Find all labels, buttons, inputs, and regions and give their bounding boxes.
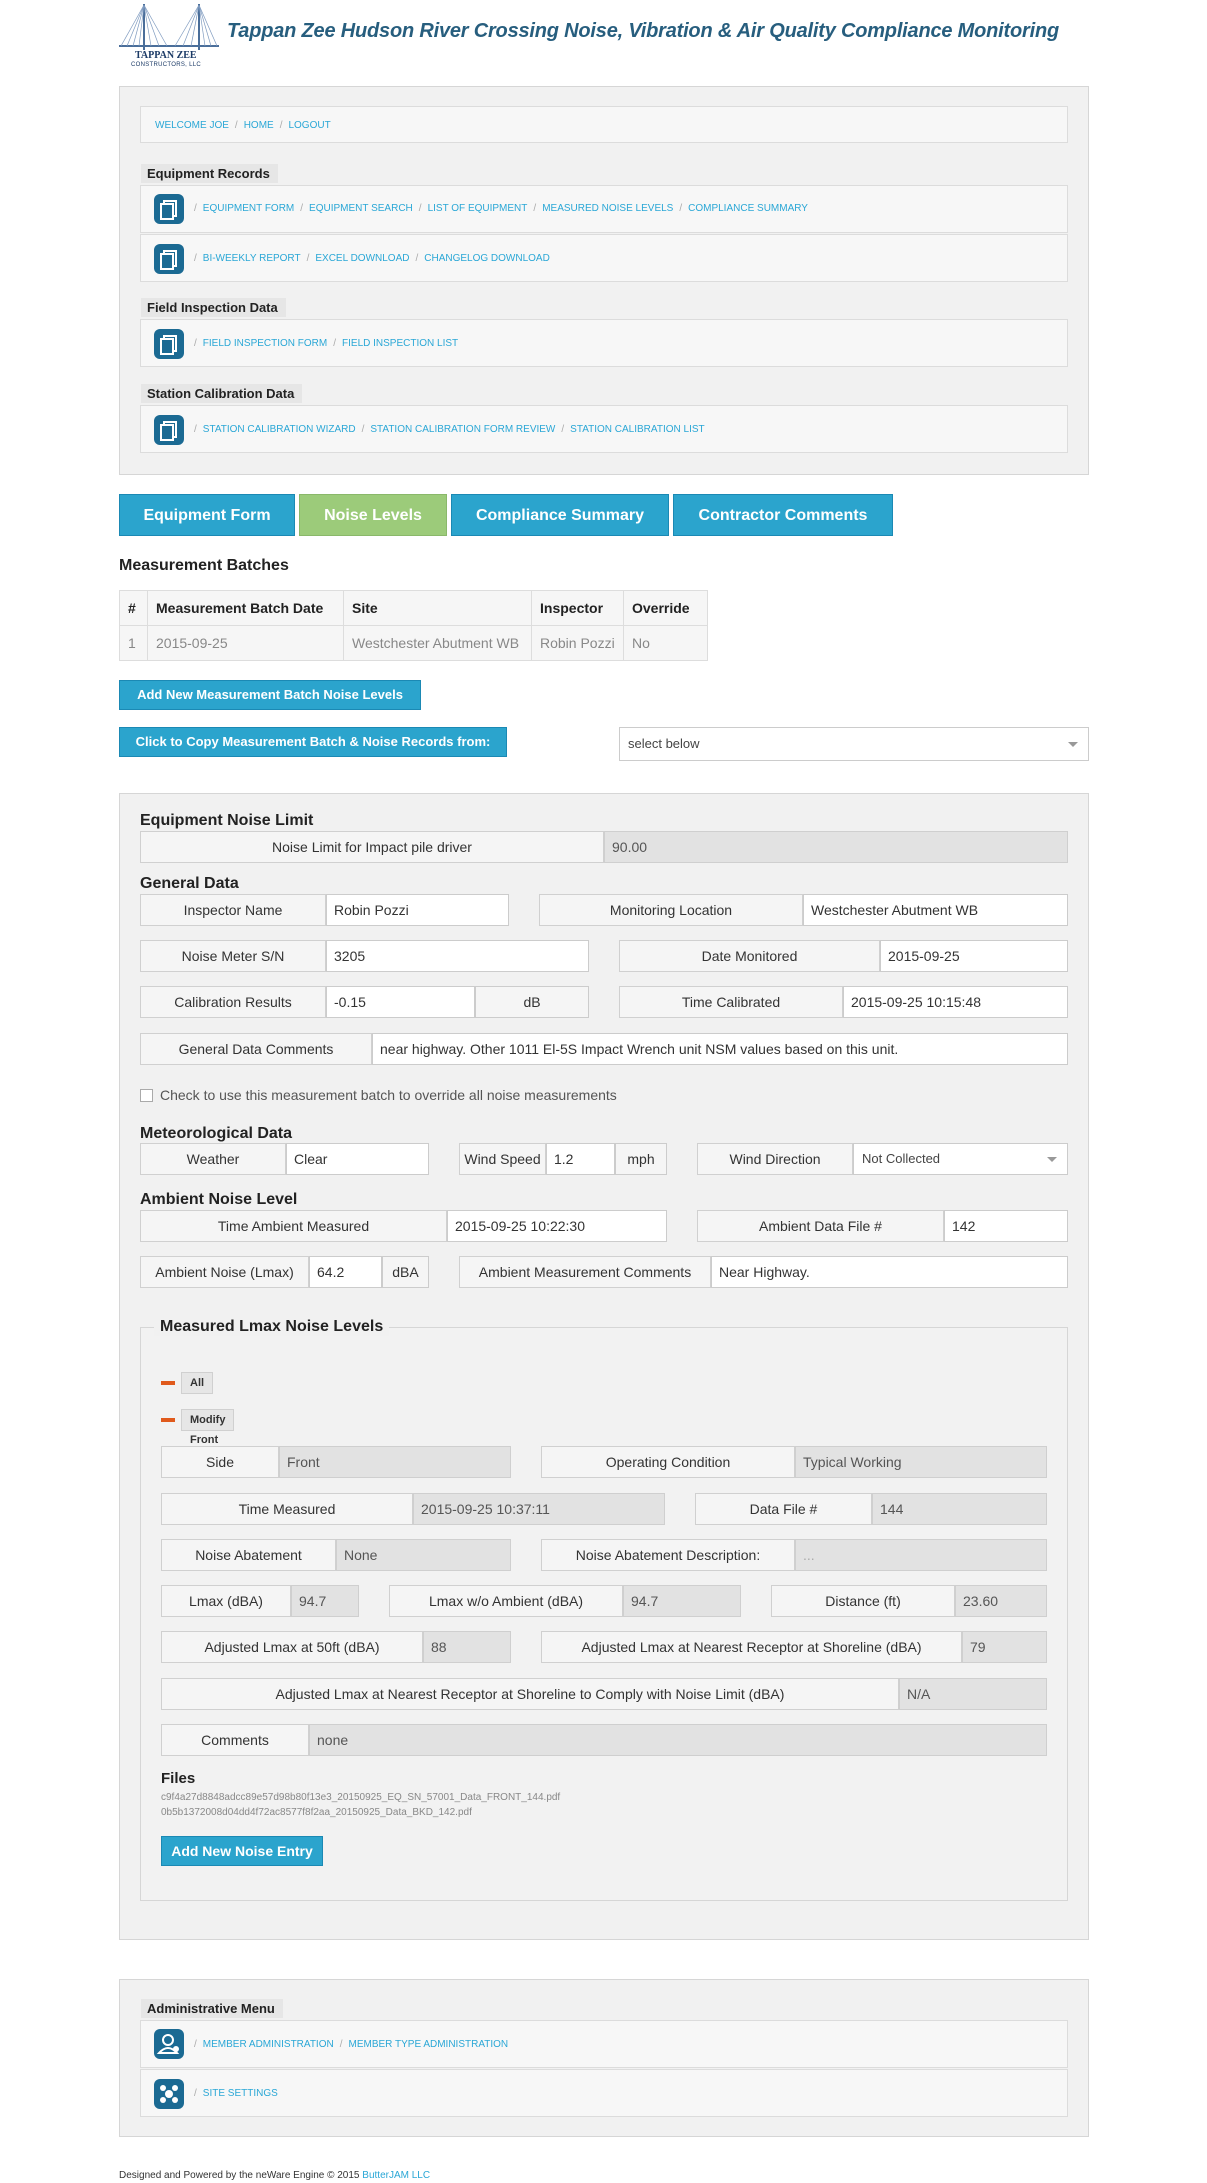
- time-measured-field[interactable]: 2015-09-25 10:37:11: [413, 1493, 665, 1525]
- member-icon: [154, 2029, 184, 2059]
- equipment-records-label: Equipment Records: [141, 164, 278, 183]
- station-calibration-list-link[interactable]: STATION CALIBRATION LIST: [570, 424, 705, 435]
- column-header: Override: [624, 591, 708, 626]
- calibration-results-label: Calibration Results: [140, 986, 326, 1018]
- time-calibrated-field[interactable]: 2015-09-25 10:15:48: [843, 986, 1068, 1018]
- monitoring-location-field[interactable]: Westchester Abutment WB: [803, 894, 1068, 926]
- copy-measurement-batch-button[interactable]: Click to Copy Measurement Batch & Noise Records from:: [119, 727, 507, 757]
- welcome-link[interactable]: WELCOME JOE: [155, 120, 229, 131]
- operating-condition-label: Operating Condition: [541, 1446, 795, 1478]
- distance-field[interactable]: 23.60: [955, 1585, 1047, 1617]
- inspector-name-label: Inspector Name: [140, 894, 326, 926]
- inspector-name-field[interactable]: Robin Pozzi: [326, 894, 509, 926]
- copy-source-select[interactable]: [619, 727, 1089, 761]
- documents-icon: [154, 329, 184, 359]
- adjusted-lmax-50ft-field[interactable]: 88: [423, 1631, 511, 1663]
- collapse-icon: [161, 1418, 175, 1422]
- ambient-data-file-field[interactable]: 142: [944, 1210, 1068, 1242]
- calibration-unit: dB: [475, 986, 589, 1018]
- date-monitored-label: Date Monitored: [619, 940, 880, 972]
- field-inspection-list-link[interactable]: FIELD INSPECTION LIST: [342, 338, 459, 349]
- chevron-down-icon: [1068, 742, 1078, 747]
- column-header: Measurement Batch Date: [148, 591, 344, 626]
- table-cell: Westchester Abutment WB: [344, 626, 532, 661]
- list-of-equipment-link[interactable]: LIST OF EQUIPMENT: [427, 203, 528, 214]
- measurement-batches-table: [119, 590, 708, 661]
- measured-noise-levels-link[interactable]: MEASURED NOISE LEVELS: [542, 203, 674, 214]
- admin-links-1: / MEMBER ADMINISTRATION / MEMBER TYPE ADMINISTRATION: [194, 2039, 509, 2050]
- modify-front-button[interactable]: Modify Front: [181, 1409, 234, 1431]
- operating-condition-field[interactable]: Typical Working: [795, 1446, 1047, 1478]
- wind-direction-value: Not Collected: [862, 1151, 941, 1166]
- override-checkbox[interactable]: [140, 1089, 153, 1102]
- footer: [119, 2170, 430, 2181]
- collapse-icon: [161, 1381, 175, 1385]
- side-label: Side: [161, 1446, 279, 1478]
- tab-equipment-form[interactable]: Equipment Form: [119, 494, 295, 536]
- tab-noise-levels[interactable]: Noise Levels: [299, 494, 447, 536]
- equipment-links-1: / EQUIPMENT FORM / EQUIPMENT SEARCH / LIST OF EQUIPMENT / MEASURED NOISE LEVELS / COMPLIANCE SUMMARY: [194, 203, 808, 214]
- tab-contractor-comments[interactable]: Contractor Comments: [673, 494, 893, 536]
- adjusted-lmax-receptor-label: Adjusted Lmax at Nearest Receptor at Shoreline (dBA): [541, 1631, 962, 1663]
- calibration-results-field[interactable]: -0.15: [326, 986, 475, 1018]
- station-calibration-links: / STATION CALIBRATION WIZARD / STATION CALIBRATION FORM REVIEW / STATION CALIBRATION LIST: [194, 424, 705, 435]
- lmax-without-ambient-field[interactable]: 94.7: [623, 1585, 741, 1617]
- compliance-summary-link[interactable]: COMPLIANCE SUMMARY: [688, 203, 808, 214]
- table-cell: Robin Pozzi: [532, 626, 624, 661]
- admin-links-2: / SITE SETTINGS: [194, 2088, 278, 2099]
- weather-label: Weather: [140, 1143, 286, 1175]
- noise-meter-label: Noise Meter S/N: [140, 940, 326, 972]
- chevron-down-icon: [1047, 1157, 1057, 1162]
- adjusted-lmax-receptor-field[interactable]: 79: [962, 1631, 1047, 1663]
- files-heading: Files: [161, 1770, 196, 1787]
- column-header: #: [120, 591, 148, 626]
- noise-limit-field[interactable]: 90.00: [604, 831, 1068, 863]
- ambient-comments-label: Ambient Measurement Comments: [459, 1256, 711, 1288]
- time-ambient-field[interactable]: 2015-09-25 10:22:30: [447, 1210, 667, 1242]
- administrative-menu-label: Administrative Menu: [141, 1999, 283, 2018]
- equipment-search-link[interactable]: EQUIPMENT SEARCH: [309, 203, 413, 214]
- noise-abatement-label: Noise Abatement: [161, 1539, 336, 1571]
- file-link[interactable]: 0b5b1372008d04dd4f72ac8577f8f2aa_20150925_Data_BKD_142.pdf: [161, 1807, 472, 1818]
- station-calibration-label: Station Calibration Data: [141, 384, 302, 403]
- documents-icon: [154, 194, 184, 224]
- field-inspection-label: Field Inspection Data: [141, 298, 286, 317]
- copy-source-value: select below: [628, 736, 700, 751]
- site-settings-link[interactable]: SITE SETTINGS: [202, 2088, 278, 2099]
- override-label: Check to use this measurement batch to override all noise measurements: [160, 1087, 617, 1103]
- comments-label: Comments: [161, 1724, 309, 1756]
- table-row[interactable]: [120, 626, 708, 661]
- field-inspection-form-link[interactable]: FIELD INSPECTION FORM: [202, 338, 328, 349]
- bi-weekly-report-link[interactable]: BI-WEEKLY REPORT: [202, 253, 301, 264]
- comments-field[interactable]: none: [309, 1724, 1047, 1756]
- logout-link[interactable]: LOGOUT: [288, 120, 331, 131]
- noise-meter-field[interactable]: 3205: [326, 940, 589, 972]
- wind-speed-unit: mph: [615, 1143, 667, 1175]
- adjusted-lmax-50ft-label: Adjusted Lmax at 50ft (dBA): [161, 1631, 423, 1663]
- time-calibrated-label: Time Calibrated: [619, 986, 843, 1018]
- ambient-lmax-label: Ambient Noise (Lmax): [140, 1256, 309, 1288]
- time-ambient-label: Time Ambient Measured: [140, 1210, 447, 1242]
- noise-limit-label: Noise Limit for Impact pile driver: [140, 831, 604, 863]
- noise-abatement-description-label: Noise Abatement Description:: [541, 1539, 795, 1571]
- table-cell: No: [624, 626, 708, 661]
- user-links: WELCOME JOE / HOME / LOGOUT: [155, 120, 331, 131]
- add-noise-entry-button[interactable]: Add New Noise Entry: [161, 1836, 323, 1866]
- ambient-noise-heading: Ambient Noise Level: [140, 1191, 298, 1208]
- table-cell: 2015-09-25: [148, 626, 344, 661]
- monitoring-location-label: Monitoring Location: [539, 894, 803, 926]
- date-monitored-field[interactable]: 2015-09-25: [880, 940, 1068, 972]
- column-header: Site: [344, 591, 532, 626]
- equipment-form-link[interactable]: EQUIPMENT FORM: [202, 203, 295, 214]
- wind-direction-select[interactable]: [853, 1143, 1068, 1175]
- settings-icon: [154, 2079, 184, 2109]
- member-administration-link[interactable]: MEMBER ADMINISTRATION: [202, 2039, 334, 2050]
- ambient-lmax-unit: dBA: [382, 1256, 429, 1288]
- admin-row-2: [140, 2069, 1068, 2117]
- toggle-all-button[interactable]: All: [181, 1372, 213, 1394]
- wind-direction-label: Wind Direction: [697, 1143, 853, 1175]
- measurement-batches-title: Measurement Batches: [119, 557, 289, 574]
- ambient-lmax-field[interactable]: 64.2: [309, 1256, 382, 1288]
- equipment-links-2: / BI-WEEKLY REPORT / EXCEL DOWNLOAD / CHANGELOG DOWNLOAD: [194, 253, 550, 264]
- member-type-administration-link[interactable]: MEMBER TYPE ADMINISTRATION: [348, 2039, 509, 2050]
- equipment-noise-limit-heading: Equipment Noise Limit: [140, 812, 314, 829]
- general-comments-field[interactable]: near highway. Other 1011 El-5S Impact Wrench unit NSM values based on this unit.: [372, 1033, 1068, 1065]
- site-header: [119, 0, 1089, 76]
- excel-download-link[interactable]: EXCEL DOWNLOAD: [315, 253, 410, 264]
- lmax-label: Lmax (dBA): [161, 1585, 291, 1617]
- data-file-field[interactable]: 144: [872, 1493, 1047, 1525]
- data-file-label: Data File #: [695, 1493, 872, 1525]
- time-measured-label: Time Measured: [161, 1493, 413, 1525]
- ambient-comments-field[interactable]: Near Highway.: [711, 1256, 1068, 1288]
- ambient-data-file-label: Ambient Data File #: [697, 1210, 944, 1242]
- weather-field[interactable]: Clear: [286, 1143, 429, 1175]
- lmax-without-ambient-label: Lmax w/o Ambient (dBA): [389, 1585, 623, 1617]
- documents-icon: [154, 244, 184, 274]
- noise-abatement-description-field[interactable]: ...: [795, 1539, 1047, 1571]
- meteorological-heading: Meteorological Data: [140, 1125, 293, 1142]
- home-link[interactable]: HOME: [243, 120, 274, 131]
- add-measurement-batch-button[interactable]: Add New Measurement Batch Noise Levels: [119, 680, 421, 710]
- column-header: Inspector: [532, 591, 624, 626]
- adjusted-lmax-comply-field[interactable]: N/A: [899, 1678, 1047, 1710]
- station-calibration-form-review-link[interactable]: STATION CALIBRATION FORM REVIEW: [370, 424, 556, 435]
- site-title: Tappan Zee Hudson River Crossing Noise, Vibration & Air Quality Compliance Monitoring: [227, 20, 1059, 42]
- general-data-heading: General Data: [140, 875, 239, 892]
- station-calibration-wizard-link[interactable]: STATION CALIBRATION WIZARD: [202, 424, 356, 435]
- distance-label: Distance (ft): [771, 1585, 955, 1617]
- general-comments-label: General Data Comments: [140, 1033, 372, 1065]
- adjusted-lmax-comply-label: Adjusted Lmax at Nearest Receptor at Shoreline to Comply with Noise Limit (dBA): [161, 1678, 899, 1710]
- footer-text: Designed and Powered by the neWare Engine © 2015: [119, 2170, 360, 2181]
- measured-lmax-legend: Measured Lmax Noise Levels: [154, 1318, 389, 1336]
- table-cell: 1: [120, 626, 148, 661]
- changelog-download-link[interactable]: CHANGELOG DOWNLOAD: [424, 253, 550, 264]
- wind-speed-label: Wind Speed: [459, 1143, 546, 1175]
- wind-speed-field[interactable]: 1.2: [546, 1143, 615, 1175]
- tab-compliance-summary[interactable]: Compliance Summary: [451, 494, 669, 536]
- field-inspection-links: / FIELD INSPECTION FORM / FIELD INSPECTION LIST: [194, 338, 459, 349]
- noise-abatement-field[interactable]: None: [336, 1539, 511, 1571]
- logo[interactable]: TAPPAN ZEE CONSTRUCTORS, LLC: [119, 2, 219, 72]
- table-header-row: [120, 591, 708, 626]
- file-link[interactable]: c9f4a27d8848adcc89e57d98b80f13e3_20150925_EQ_SN_57001_Data_FRONT_144.pdf: [161, 1792, 561, 1803]
- side-field[interactable]: Front: [279, 1446, 511, 1478]
- footer-brand-link[interactable]: ButterJAM LLC: [362, 2170, 431, 2181]
- documents-icon: [154, 415, 184, 445]
- lmax-field[interactable]: 94.7: [291, 1585, 359, 1617]
